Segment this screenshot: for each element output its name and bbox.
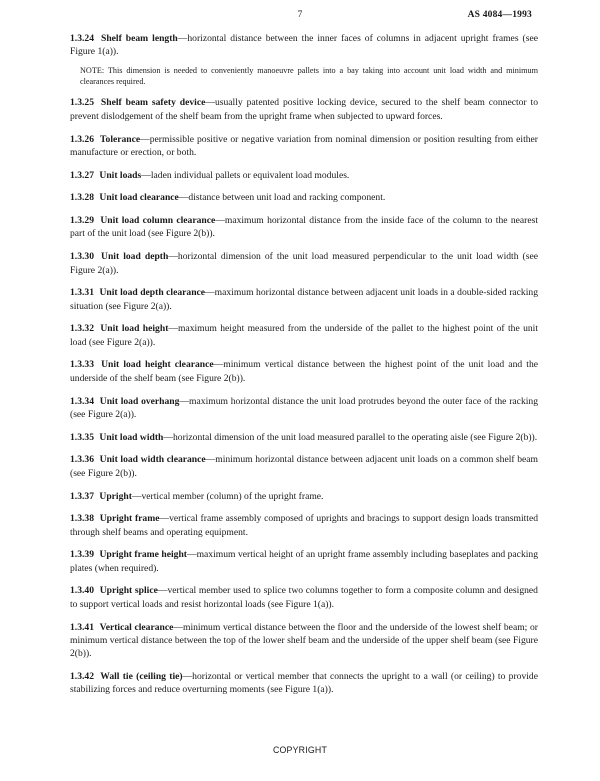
- clause-number: 1.3.25: [70, 97, 94, 109]
- standard-reference: AS 4084—1993: [467, 10, 532, 20]
- clause-1-3-30: [70, 250, 538, 277]
- clause-term: Shelf beam safety device: [100, 97, 206, 109]
- clause-definition: —maximum horizontal distance between adjacent unit loads in a double-sided racking situation (see Figure 2(a)).: [70, 287, 538, 312]
- clause-number: 1.3.39: [70, 549, 94, 561]
- clause-1-3-40: [70, 584, 538, 611]
- clause-definition: —horizontal distance between the inner faces of columns in adjacent upright frames (see Figure 1(a)).: [70, 33, 538, 58]
- clause-term: Wall tie (ceiling tie): [100, 671, 183, 683]
- clause-definition: —vertical member used to splice two columns together to form a composite column and designed to support vertical loads and resist horizontal loads (see Figure 1(a)).: [70, 585, 538, 610]
- clause-term: Unit loads: [99, 169, 142, 181]
- clause-1-3-36: [70, 453, 538, 480]
- page-header: [0, 10, 600, 24]
- clause-number: 1.3.32: [70, 323, 94, 335]
- clause-term: Upright splice: [99, 585, 158, 597]
- clause-definition: —minimum vertical distance between the floor and the underside of the lowest shelf beam; or minimum vertical distance between the top of the lower shelf beam and the underside of the upper shelf beam (see Figure 2(b)).: [70, 621, 538, 660]
- clause-number: 1.3.27: [70, 169, 94, 181]
- clause-number: 1.3.35: [70, 431, 94, 443]
- clause-term: Unit load column clearance: [100, 215, 216, 227]
- clause-note: NOTE: This dimension is needed to conveniently manoeuvre pallets into a bay taking into account unit load width and minimum clearances required.: [80, 66, 538, 87]
- clause-term: Unit load height clearance: [101, 359, 214, 371]
- clause-term: Upright: [99, 490, 132, 502]
- clause-number: 1.3.34: [70, 395, 94, 407]
- clause-term: Unit load width clearance: [99, 454, 206, 466]
- clause-term: Vertical clearance: [99, 621, 174, 633]
- clause-term: Unit load depth: [101, 251, 169, 263]
- clause-definition: —horizontal or vertical member that connects the upright to a wall (or ceiling) to provide stabilizing forces and reduce overturning moments (see Figure 1(a)).: [70, 671, 538, 696]
- clause-term: Unit load overhang: [99, 395, 180, 407]
- clause-number: 1.3.28: [70, 192, 94, 204]
- clause-1-3-39: [70, 548, 538, 575]
- clause-number: 1.3.37: [70, 490, 94, 502]
- clause-number: 1.3.33: [70, 359, 94, 371]
- clause-number: 1.3.38: [70, 513, 94, 525]
- clause-definition: —horizontal dimension of the unit load measured parallel to the operating aisle (see Figure 2(b)).: [163, 431, 538, 443]
- clause-definition: —maximum height measured from the underside of the pallet to the highest point of the unit load (see Figure 2(a)).: [70, 323, 538, 348]
- clause-definition: —vertical frame assembly composed of uprights and bracings to support design loads transmitted through shelf beams and operating equipment.: [70, 513, 538, 538]
- clause-term: Tolerance: [100, 133, 141, 145]
- clause-definition: —maximum horizontal distance from the inside face of the column to the nearest part of the unit load (see Figure 2(b)).: [70, 215, 539, 240]
- clause-term: Unit load clearance: [99, 192, 179, 204]
- clause-definition: —laden individual pallets or equivalent load modules.: [141, 169, 350, 181]
- clause-term: Shelf beam length: [101, 33, 178, 44]
- clause-1-3-29: [70, 214, 538, 241]
- clause-1-3-24: [70, 32, 538, 59]
- clause-definition: —horizontal dimension of the unit load measured perpendicular to the unit load width (see Figure 2(a)).: [70, 251, 538, 276]
- clause-1-3-37: [70, 490, 538, 503]
- clause-1-3-35: [70, 431, 538, 444]
- clause-1-3-26: [70, 133, 538, 160]
- clause-definition: —usually patented positive locking device, secured to the shelf beam connector to prevent dislodgement of the shelf beam from the upright frame when subjected to upward forces.: [70, 97, 538, 122]
- clause-definition: —vertical member (column) of the upright frame.: [131, 490, 324, 502]
- clause-number: 1.3.26: [70, 133, 94, 145]
- clause-number: 1.3.29: [70, 215, 94, 227]
- clause-term: Unit load depth clearance: [99, 287, 206, 299]
- page-number: 7: [297, 10, 303, 20]
- clause-definition: —minimum vertical distance between the highest point of the unit load and the underside of the shelf beam (see Figure 2(b)).: [70, 359, 538, 384]
- clause-definition: —permissible positive or negative variation from nominal dimension or position resulting from either manufacture or erection, or both.: [70, 133, 538, 158]
- clause-number: 1.3.30: [70, 251, 94, 263]
- clause-1-3-32: [70, 322, 538, 349]
- clause-term: Upright frame: [99, 513, 160, 525]
- clause-definition: —maximum vertical height of an upright frame assembly including baseplates and packing plates (when required).: [70, 549, 539, 574]
- clause-number: 1.3.24: [70, 33, 94, 44]
- clause-1-3-31: [70, 286, 538, 313]
- clause-number: 1.3.36: [70, 454, 94, 466]
- clause-number: 1.3.40: [70, 585, 94, 597]
- definitions-list: [70, 32, 538, 706]
- clause-1-3-34: [70, 395, 538, 422]
- clause-1-3-27: [70, 169, 538, 182]
- clause-1-3-38: [70, 512, 538, 539]
- clause-number: 1.3.41: [70, 621, 94, 633]
- clause-1-3-33: [70, 358, 538, 385]
- clause-number: 1.3.31: [70, 287, 94, 299]
- clause-term: Unit load width: [99, 431, 164, 443]
- clause-definition: —maximum horizontal distance the unit load protrudes beyond the outer face of the racking (see Figure 2(a)).: [70, 395, 538, 420]
- clause-term: Upright frame height: [99, 549, 187, 561]
- clause-1-3-41: [70, 621, 538, 661]
- clause-1-3-28: [70, 191, 538, 204]
- clause-term: Unit load height: [100, 323, 169, 335]
- clause-definition: —minimum horizontal distance between adjacent unit loads on a common shelf beam (see Figure 2(b)).: [70, 454, 539, 479]
- clause-1-3-25: [70, 96, 538, 123]
- clause-definition: —distance between unit load and racking component.: [178, 192, 386, 204]
- clause-1-3-42: [70, 670, 538, 697]
- clause-number: 1.3.42: [70, 671, 94, 683]
- copyright-footer: COPYRIGHT: [272, 745, 328, 755]
